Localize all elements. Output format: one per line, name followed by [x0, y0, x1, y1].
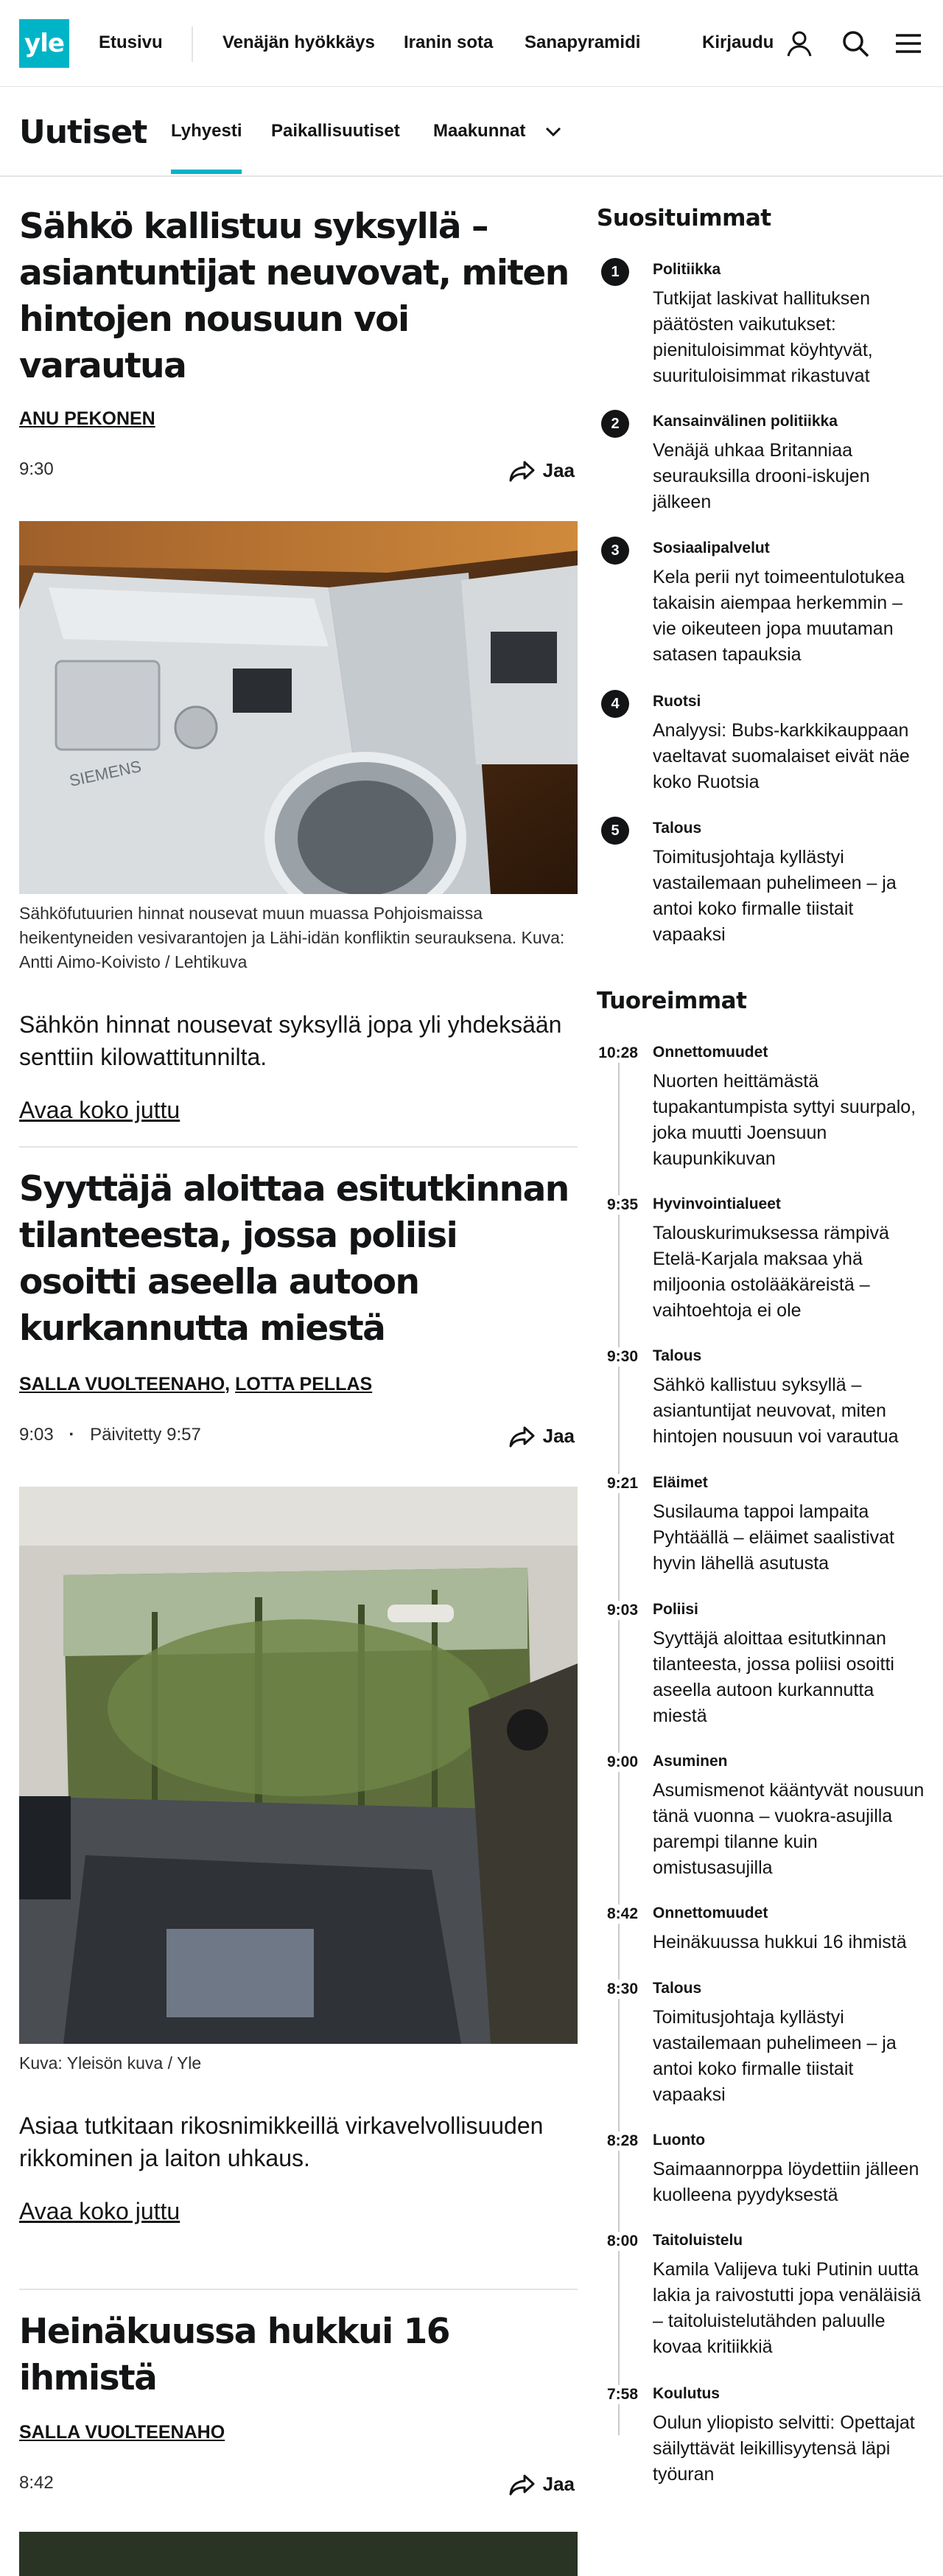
rank-badge: 5: [601, 817, 629, 845]
item-title[interactable]: Oulun yliopisto selvitti: Opettajat säilyttävät leikillisyytensä läpi työuran: [653, 2412, 915, 2485]
item-category: Hyvinvointialueet: [653, 1195, 781, 1212]
publish-time: 8:42: [19, 2473, 54, 2493]
updated-time: Päivitetty 9:57: [90, 1425, 201, 1445]
search-icon[interactable]: [838, 27, 872, 60]
image-caption: Sähköfutuurien hinnat nousevat muun muassa Pohjoismaissa heikentyneiden vesivarantojen ja Lähi-idän konfliktin seurauksena. Kuva: Antti Aimo-Koivisto / Lehtikuva: [19, 904, 565, 971]
tab-lyhyesti[interactable]: Lyhyesti: [171, 121, 242, 141]
active-tab-indicator: [171, 170, 242, 174]
article-divider: [19, 1146, 578, 1148]
share-button[interactable]: [509, 459, 575, 482]
item-title[interactable]: Venäjä uhkaa Britanniaa seurauksilla drooni-iskujen jälkeen: [653, 440, 870, 512]
item-time: 9:30: [597, 1347, 638, 1366]
item-category: Eläimet: [653, 1474, 708, 1491]
share-icon: [509, 1425, 536, 1448]
nav-link-venajan-hyokkays[interactable]: Venäjän hyökkäys: [222, 32, 375, 52]
nav-link-iranin-sota[interactable]: Iranin sota: [404, 32, 494, 52]
item-title[interactable]: Syyttäjä aloittaa esitutkinnan tilanteesta, jossa poliisi osoitti aseella autoon kurkannutta miestä: [653, 1628, 894, 1726]
latest-list: [597, 988, 928, 2516]
article-card: [19, 2308, 578, 2576]
rank-badge: 1: [601, 258, 629, 286]
latest-item[interactable]: [597, 1905, 928, 1971]
item-title[interactable]: Talouskurimuksessa rämpivä Etelä-Karjala maksaa yhä miljoonia ostolääkäreistä – vaihtoehtoja ei ole: [653, 1223, 889, 1321]
item-title[interactable]: Kela perii nyt toimeentulotukea takaisin aiempaa herkemmin – vie oikeuteen jopa muutaman satasen tapauksia: [653, 567, 905, 665]
meta-separator: ·: [69, 1425, 75, 1445]
item-category: Onnettomuudet: [653, 1905, 768, 1921]
item-category: Luonto: [653, 2132, 706, 2149]
tab-paikallisuutiset[interactable]: Paikallisuutiset: [271, 121, 400, 141]
article-card: [19, 203, 578, 1124]
popular-title: Suosituimmat: [597, 205, 771, 231]
article-image[interactable]: [19, 1487, 578, 2044]
item-category: Talous: [653, 1980, 702, 1997]
rank-badge: 2: [601, 410, 629, 438]
item-time: 8:28: [597, 2132, 638, 2151]
article-card: Syyttäjä aloittaa esitutkinnan tilanteesta, jossa poliisi osoitti aseella autoon kurkannutta miestä SALLA VUOLTEENAHO, LOTTA PELLAS 9:03 · Päivitetty 9:57 Jaa Kuva: Yleisön kuva / Yle Asiaa tutkitaan rikosnimikkeillä virkavelvollisuuden rikkominen ja laiton uhkaus. Avaa koko juttu: [19, 1166, 578, 2225]
item-category: Koulutus: [653, 2385, 720, 2402]
author-link[interactable]: ANU PEKONEN: [19, 408, 155, 429]
popular-item[interactable]: [597, 690, 928, 800]
article-lead: Asiaa tutkitaan rikosnimikkeillä virkavelvollisuuden rikkominen ja laiton uhkaus.: [19, 2112, 544, 2171]
item-time: 8:30: [597, 1980, 638, 1999]
popular-item[interactable]: [597, 817, 928, 949]
item-title[interactable]: Toimitusjohtaja kyllästyi vastailemaan puhelimeen – ja antoi koko firmalle tiistait vapaaksi: [653, 847, 897, 945]
item-time: 9:35: [597, 1195, 638, 1215]
chevron-down-icon[interactable]: [544, 124, 563, 142]
item-category: Taitoluistelu: [653, 2232, 743, 2249]
item-time: 8:00: [597, 2232, 638, 2251]
item-category: Sosiaalipalvelut: [653, 540, 770, 556]
article-headline[interactable]: Sähkö kallistuu syksyllä – asiantuntijat neuvovat, miten hintojen nousuun voi varautua: [19, 206, 569, 386]
item-time: 10:28: [597, 1044, 638, 1063]
item-title[interactable]: Heinäkuussa hukkui 16 ihmistä: [653, 1932, 907, 1952]
popular-list: [597, 205, 928, 957]
popular-item[interactable]: [597, 410, 928, 520]
item-time: 8:42: [597, 1905, 638, 1924]
menu-icon[interactable]: [891, 27, 925, 60]
item-category: Onnettomuudet: [653, 1044, 768, 1061]
publish-time: 9:30: [19, 459, 54, 479]
nav-divider: [192, 27, 193, 62]
author-link[interactable]: LOTTA PELLAS: [235, 1374, 373, 1395]
open-article-link[interactable]: Avaa koko juttu: [19, 1097, 180, 1123]
latest-item[interactable]: [597, 2232, 928, 2372]
tab-maakunnat[interactable]: Maakunnat: [433, 121, 526, 141]
yle-logo[interactable]: yle: [19, 19, 69, 68]
latest-item[interactable]: [597, 2385, 928, 2510]
latest-item[interactable]: [597, 1474, 928, 1592]
item-category: Poliisi: [653, 1601, 698, 1618]
article-divider: [19, 2289, 578, 2290]
item-title[interactable]: Nuorten heittämästä tupakantumpista syttyi suurpalo, joka muutti Joensuun kaupunkikuvan: [653, 1071, 916, 1169]
item-title[interactable]: Susilauma tappoi lampaita Pyhtäällä – eläimet saalistivat hyvin lähellä asutusta: [653, 1501, 894, 1574]
item-title[interactable]: Asumismenot kääntyvät nousuun tänä vuonna – vuokra-asujilla parempi tilanne kuin omistusasujilla: [653, 1780, 925, 1878]
latest-item[interactable]: [597, 1980, 928, 2120]
article-meta: [19, 2473, 578, 2502]
item-time: 7:58: [597, 2385, 638, 2404]
svg-text:SIEMENS: SIEMENS: [67, 756, 143, 790]
image-caption: Kuva: Yleisön kuva / Yle: [19, 2053, 202, 2073]
item-time: 9:00: [597, 1753, 638, 1772]
article-headline[interactable]: Syyttäjä aloittaa esitutkinnan tilanteesta, jossa poliisi osoitti aseella autoon kurkannutta miestä: [19, 1169, 569, 1349]
latest-title: Tuoreimmat: [597, 988, 747, 1014]
share-icon: [509, 2474, 536, 2496]
item-title[interactable]: Sähkö kallistuu syksyllä – asiantuntijat neuvovat, miten hintojen nousuun voi varautua: [653, 1375, 899, 1447]
item-category: Ruotsi: [653, 693, 701, 710]
article-headline[interactable]: Heinäkuussa hukkui 16 ihmistä: [19, 2311, 449, 2398]
item-category: Kansainvälinen politiikka: [653, 413, 838, 430]
share-button[interactable]: [509, 2473, 575, 2496]
top-navigation: [0, 0, 943, 87]
item-title[interactable]: Kamila Valijeva tuki Putinin uutta lakia ja raivostutti jopa venäläisiä – taitoluistelutähden paluulle kovaa kritiikkiä: [653, 2259, 922, 2357]
nav-link-sanapyramidi[interactable]: Sanapyramidi: [525, 32, 641, 52]
login-link[interactable]: Kirjaudu: [702, 32, 774, 52]
latest-item[interactable]: [597, 1347, 928, 1465]
latest-item[interactable]: [597, 1044, 928, 1184]
article-meta: [19, 459, 578, 489]
item-title[interactable]: Toimitusjohtaja kyllästyi vastailemaan puhelimeen – ja antoi koko firmalle tiistait vapaaksi: [653, 2007, 897, 2105]
latest-item[interactable]: [597, 1195, 928, 1336]
item-time: 9:21: [597, 1474, 638, 1493]
share-button[interactable]: [509, 1425, 575, 1448]
article-lead: Sähkön hinnat nousevat syksyllä jopa yli yhdeksään senttiin kilowattitunnilta.: [19, 1011, 562, 1070]
user-icon[interactable]: [782, 27, 816, 60]
item-time: 9:03: [597, 1601, 638, 1620]
author-link[interactable]: SALLA VUOLTEENAHO: [19, 2422, 225, 2443]
section-title: Uutiset: [19, 114, 147, 151]
share-label: Jaa: [542, 459, 575, 481]
article-meta: [19, 1425, 578, 1454]
nav-link-etusivu[interactable]: Etusivu: [99, 32, 163, 52]
rank-badge: 4: [601, 690, 629, 718]
popular-item[interactable]: [597, 258, 928, 405]
item-category: Talous: [653, 820, 702, 837]
latest-item[interactable]: [597, 1753, 928, 1893]
latest-item[interactable]: [597, 1601, 928, 1741]
publish-time: 9:03: [19, 1425, 54, 1445]
author-link[interactable]: SALLA VUOLTEENAHO: [19, 1374, 225, 1395]
article-image[interactable]: [19, 521, 578, 894]
item-title[interactable]: Analyysi: Bubs-karkkikauppaan vaeltavat suomalaiset eivät näe koko Ruotsia: [653, 720, 910, 792]
item-category: Talous: [653, 1347, 702, 1364]
item-category: Asuminen: [653, 1753, 728, 1770]
share-label: Jaa: [542, 1425, 575, 1447]
item-category: Politiikka: [653, 261, 721, 278]
article-image[interactable]: [19, 2532, 578, 2576]
rank-badge: 3: [601, 537, 629, 565]
share-icon: [509, 460, 536, 482]
section-navigation: [0, 87, 943, 177]
popular-item[interactable]: [597, 537, 928, 669]
latest-item[interactable]: [597, 2132, 928, 2220]
share-label: Jaa: [542, 2473, 575, 2495]
open-article-link[interactable]: Avaa koko juttu: [19, 2198, 180, 2224]
item-title[interactable]: Tutkijat laskivat hallituksen päätösten vaikutukset: pienituloisimmat köyhtyvät, suurituloisimmat rikastuvat: [653, 288, 873, 386]
item-title[interactable]: Saimaannorppa löydettiin jälleen kuolleena pyydyksestä: [653, 2159, 919, 2205]
